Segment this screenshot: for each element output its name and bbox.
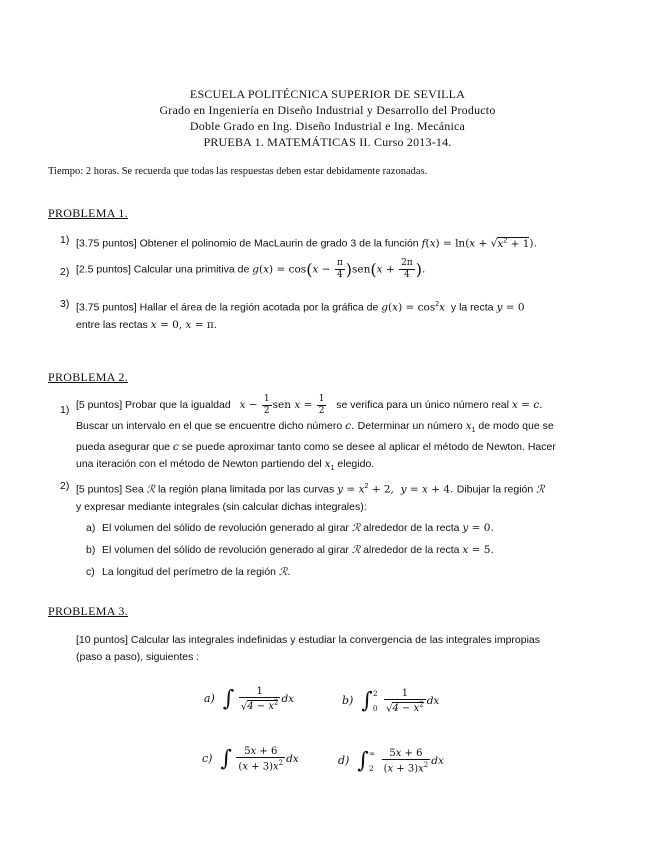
p2-item-2: [5 puntos] Sea ℛ la región plana limitada por las curvas $y = x^2 + 2$, y = x + 4. Dibujar la región ℛ y expresar mediante integrales (sin calcular dichas integrales): — [76, 483, 545, 513]
p2-sub-a: El volumen del sólido de revolución generado al girar ℛ alrededor de la recta y = 0. — [102, 522, 494, 534]
p1-item-2-text: [2.5 puntos] Calcular una primitiva de — [76, 263, 250, 276]
p1-item-3-num: 3) — [60, 298, 70, 310]
p1-item-1: [3.75 puntos] Obtener el polinomio de MacLaurin de grado 3 de la función $f(x) = \ln(x + √x^2 + 1)$. — [76, 237, 537, 250]
p1-item-3: [3.75 puntos] Hallar el área de la región acotada por la gráfica de $g(x) = \cos^2x$ y la recta y = 0 entre las rectas x = 0, x = π. — [76, 301, 525, 331]
exam-title: PRUEBA 1. MATEMÁTICAS II. Curso 2013-14. — [203, 135, 452, 149]
integral-a: a) ∫ $\frac{1}{√4 - x^2}$ dx — [204, 686, 295, 713]
integral-d: d) ∫∞ 2 $\frac{5x + 6}{(x + 3)x^2}$ dx — [338, 747, 444, 775]
degree-line: Grado en Ingeniería en Diseño Industrial y Desarrollo del Producto — [159, 103, 496, 117]
p1-item-1-text: [3.75 puntos] Obtener el polinomio de MacLaurin de grado 3 de la función — [76, 237, 419, 250]
time-note: Tiempo: 2 horas. Se recuerda que todas las respuestas deben estar debidamente razonadas. — [48, 166, 428, 177]
p1-item-2: [2.5 puntos] Calcular una primitiva de g(x) = cos(x − $\frac{\pi}{4}$ )sen(x + $\frac{2\pi}{4}$ ). — [76, 258, 426, 280]
p2-sub-c-num: c) — [86, 566, 95, 578]
p2-sub-b-num: b) — [86, 544, 96, 556]
integral-b: b) ∫2 0 $\frac{1}{√4 - x^2}$ dx — [342, 687, 440, 715]
double-degree-line: Doble Grado en Ing. Diseño Industrial e Ing. Mecánica — [189, 119, 466, 133]
problem-1-title: PROBLEMA 1. — [48, 206, 128, 220]
p1-item-1-num: 1) — [60, 234, 70, 246]
integral-c: c) ∫ $\frac{5x + 6}{(x + 3)x^2}$ dx — [202, 746, 299, 773]
p2-item-1-num: 1) — [60, 404, 70, 416]
school-name: ESCUELA POLITÉCNICA SUPERIOR DE SEVILLA — [189, 87, 466, 101]
p3-intro: [10 puntos] Calcular las integrales indefinidas y estudiar la convergencia de las integrales impropias (paso a paso), siguientes : — [76, 634, 541, 663]
p2-sub-b: El volumen del sólido de revolución generado al girar ℛ alrededor de la recta x = 5. — [102, 544, 494, 556]
exam-header — [0, 86, 655, 150]
p2-item-2-num: 2) — [60, 480, 70, 492]
problem-3-title: PROBLEMA 3. — [48, 604, 128, 618]
p2-sub-a-num: a) — [86, 522, 96, 534]
problem-2-title: PROBLEMA 2. — [48, 370, 128, 384]
p1-item-2-num: 2) — [60, 266, 70, 278]
p2-sub-c: La longitud del perímetro de la región ℛ. — [102, 566, 291, 578]
p2-item-1: [5 puntos] Probar que la igualdad x − $\frac{1}{2}$ sen x = $\frac{1}{2}$ se verifica para un único número real x = c. Buscar un intervalo en el que se encuentre dicho número c. Determinar un número $x_1$ de modo que se pueda asegurar que c se puede aproximar tanto como se desee al aplicar el método de Newton. Hacer una iteración con el método de Newton partiendo del $x_1$ elegido. — [76, 393, 556, 473]
